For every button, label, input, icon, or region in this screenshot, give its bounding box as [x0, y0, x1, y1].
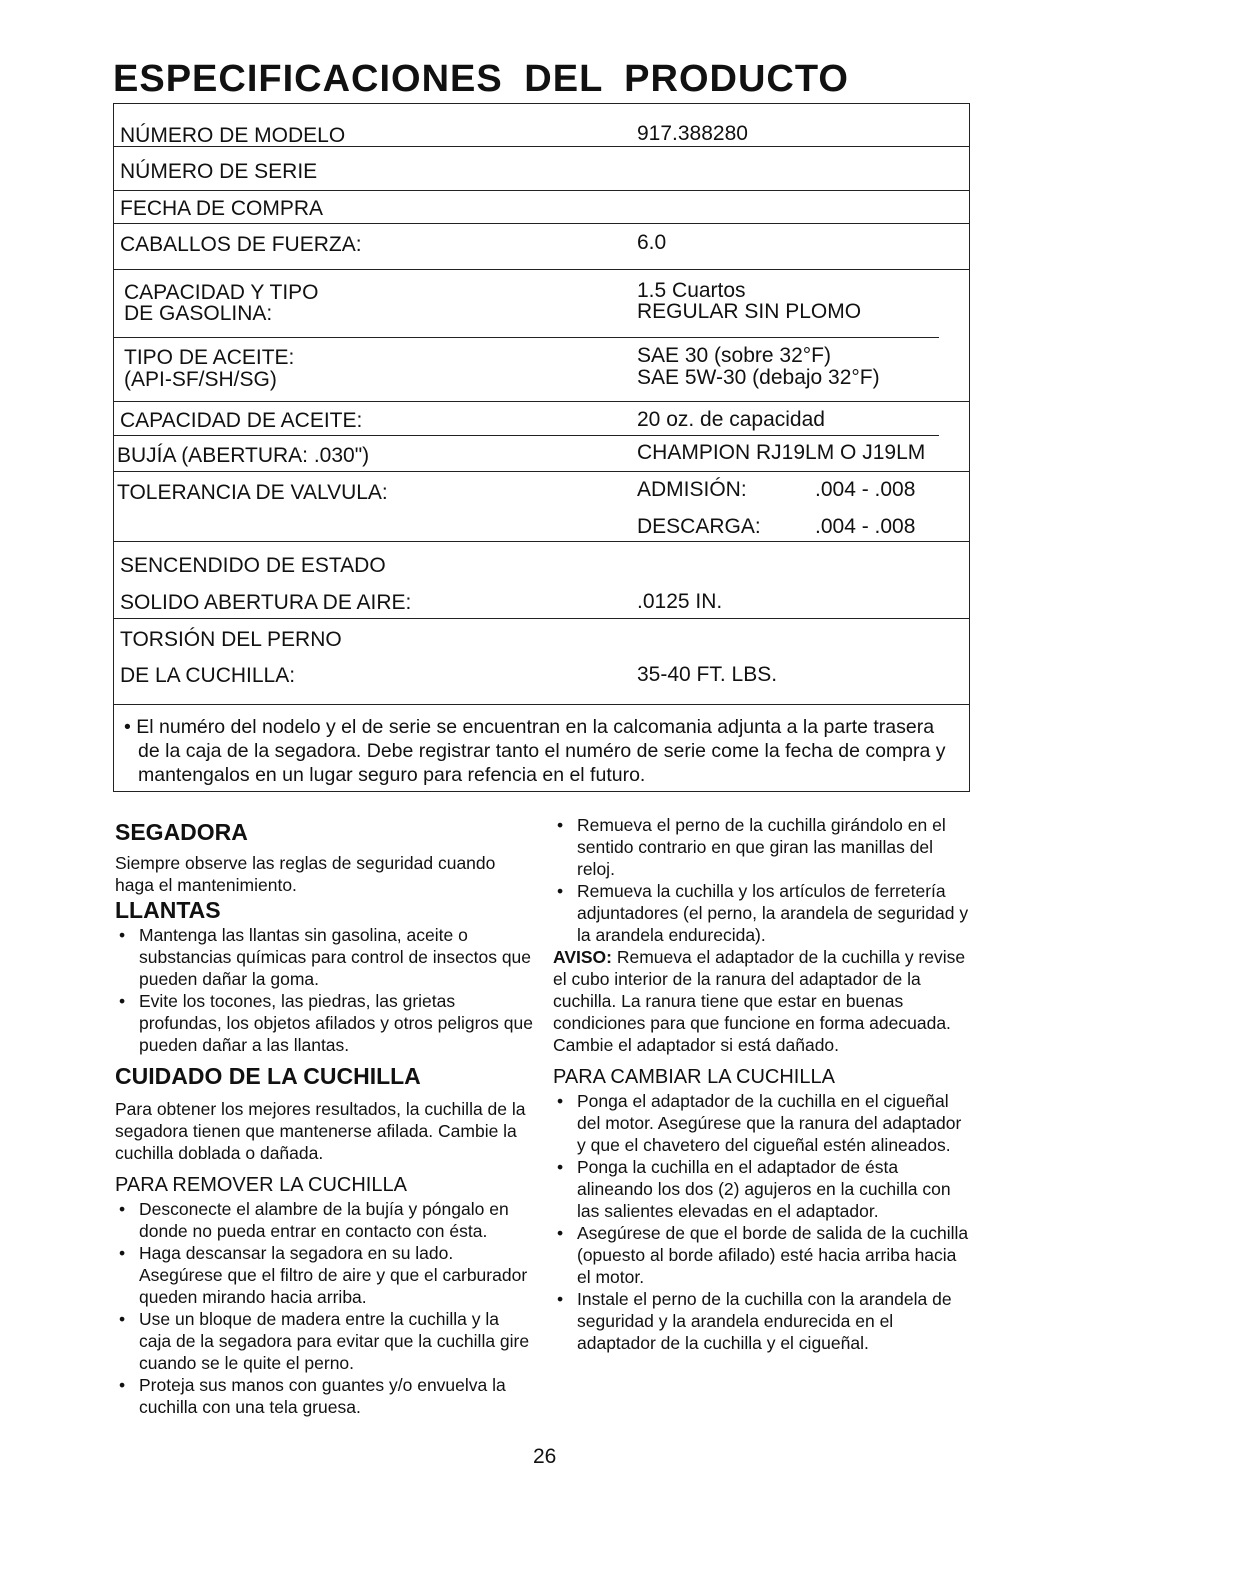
fuel-value-2: REGULAR SIN PLOMO [637, 300, 862, 323]
llantas-heading: LLANTAS [115, 897, 221, 923]
row-divider [114, 190, 969, 191]
left-column [115, 818, 535, 1418]
model-value: 917.388280 [637, 122, 748, 145]
list-item: • Proteja sus manos con guantes y/o envuelva la cuchilla con una tela gruesa. [115, 1374, 535, 1418]
list-item: • Instale el perno de la cuchilla con la arandela de seguridad y la arandela endurecida en el adaptador de la cuchilla y el cigueñal. [553, 1288, 973, 1354]
exhaust-label: DESCARGA: [637, 515, 761, 538]
fuel-label-1: CAPACIDAD Y TIPO [124, 281, 319, 304]
purchase-date-label: FECHA DE COMPRA [120, 197, 324, 220]
segadora-heading: SEGADORA [115, 819, 248, 845]
row-divider [114, 146, 969, 147]
cambiar-heading: PARA CAMBIAR LA CUCHILLA [553, 1066, 835, 1088]
cuidado-heading: CUIDADO DE LA CUCHILLA [115, 1063, 421, 1089]
oil-capacity-label: CAPACIDAD DE ACEITE: [120, 409, 363, 432]
intake-label: ADMISIÓN: [637, 478, 747, 501]
specifications-table [113, 103, 970, 705]
model-label: NÚMERO DE MODELO [120, 124, 346, 147]
llantas-list [115, 924, 535, 1056]
segadora-text: Siempre observe las reglas de seguridad cuando haga el mantenimiento. [115, 853, 496, 895]
serial-note-box [113, 705, 970, 792]
aviso-text: Remueva el adaptador de la cuchilla y revise el cubo interior de la ranura del adaptador de la cuchilla. La ranura tiene que estar en buenas condiciones para que funcione en forma adecuada. Cambie el adaptador si está dañado. [553, 947, 966, 1055]
fuel-value-1: 1.5 Cuartos [637, 279, 746, 302]
row-divider [114, 269, 969, 270]
fuel-label-2: DE GASOLINA: [124, 302, 273, 325]
remover-heading: PARA REMOVER LA CUCHILLA [115, 1174, 407, 1196]
list-item: • Remueva el perno de la cuchilla girándolo en el sentido contrario en que giran las manillas del reloj. [553, 814, 973, 880]
ignition-label-2: SOLIDO ABERTURA DE AIRE: [120, 591, 412, 614]
list-item: • Use un bloque de madera entre la cuchilla y la caja de la segadora para evitar que la cuchilla gire cuando se le quite el perno. [115, 1308, 535, 1374]
oil-type-value-1: SAE 30 (sobre 32°F) [637, 344, 831, 367]
row-divider [114, 435, 939, 436]
row-divider [114, 618, 969, 619]
oil-type-label-2: (API-SF/SH/SG) [124, 368, 277, 391]
list-item: • Mantenga las llantas sin gasolina, aceite o substancias químicas para control de insectos que pueden dañar la goma. [115, 924, 535, 990]
list-item: • Asegúrese de que el borde de salida de la cuchilla (opuesto al borde afilado) esté hacia arriba hacia el motor. [553, 1222, 973, 1288]
row-divider [114, 471, 969, 472]
row-divider [114, 541, 969, 542]
list-item: • Desconecte el alambre de la bujía y póngalo en donde no pueda entrar en contacto con ésta. [115, 1198, 535, 1242]
ignition-label-1: SENCENDIDO DE ESTADO [120, 554, 386, 577]
row-divider [114, 223, 969, 224]
spark-plug-label: BUJÍA (ABERTURA: .030") [117, 444, 370, 467]
aviso-paragraph [553, 946, 973, 1056]
serial-label: NÚMERO DE SERIE [120, 160, 318, 183]
oil-capacity-value: 20 oz. de capacidad [637, 408, 825, 431]
horsepower-label: CABALLOS DE FUERZA: [120, 233, 362, 256]
horsepower-value: 6.0 [637, 231, 667, 254]
serial-note: • El numéro del nodelo y el de serie se encuentran en la calcomania adjunta a la parte trasera de la caja de la segadora. Debe registrar tanto el numéro de serie come la fecha de compra y mantengalos en un lugar seguro para refencia en el futuro. [124, 716, 946, 786]
exhaust-value: .004 - .008 [815, 515, 916, 538]
cambiar-list [553, 1090, 973, 1354]
spark-plug-value: CHAMPION RJ19LM O J19LM [637, 441, 926, 464]
list-item: • Remueva la cuchilla y los artículos de ferretería adjuntadores (el perno, la arandela de seguridad y la arandela endurecida). [553, 880, 973, 946]
oil-type-label-1: TIPO DE ACEITE: [124, 346, 295, 369]
torque-value: 35-40 FT. LBS. [637, 663, 778, 686]
right-column [553, 814, 973, 1354]
valve-clearance-label: TOLERANCIA DE VALVULA: [117, 481, 388, 504]
list-item: • Ponga la cuchilla en el adaptador de ésta alineando los dos (2) agujeros en la cuchilla con las salientes elevadas en el adaptador. [553, 1156, 973, 1222]
row-divider [114, 401, 969, 402]
list-item: • Ponga el adaptador de la cuchilla en el cigueñal del motor. Asegúrese que la ranura del adaptador y que el chavetero del cigueñal estén alineados. [553, 1090, 973, 1156]
list-item: • Evite los tocones, las piedras, las grietas profundas, los objetos afilados y otros peligros que pueden dañar a las llantas. [115, 990, 535, 1056]
intake-value: .004 - .008 [815, 478, 916, 501]
list-item: • Haga descansar la segadora en su lado. Asegúrese que el filtro de aire y que el carburador queden mirando hacia arriba. [115, 1242, 535, 1308]
ignition-value: .0125 IN. [637, 590, 723, 613]
remove-steps-list [553, 814, 973, 946]
page-number: 26 [533, 1445, 557, 1468]
aviso-label: AVISO: [553, 947, 612, 967]
row-divider [114, 337, 939, 338]
page-title: ESPECIFICACIONES DEL PRODUCTO [113, 58, 849, 100]
cuidado-text: Para obtener los mejores resultados, la cuchilla de la segadora tienen que mantenerse afilada. Cambie la cuchilla doblada o dañada. [115, 1099, 526, 1163]
torque-label-1: TORSIÓN DEL PERNO [120, 628, 342, 651]
remover-list [115, 1198, 535, 1418]
torque-label-2: DE LA CUCHILLA: [120, 664, 296, 687]
oil-type-value-2: SAE 5W-30 (debajo 32°F) [637, 366, 880, 389]
